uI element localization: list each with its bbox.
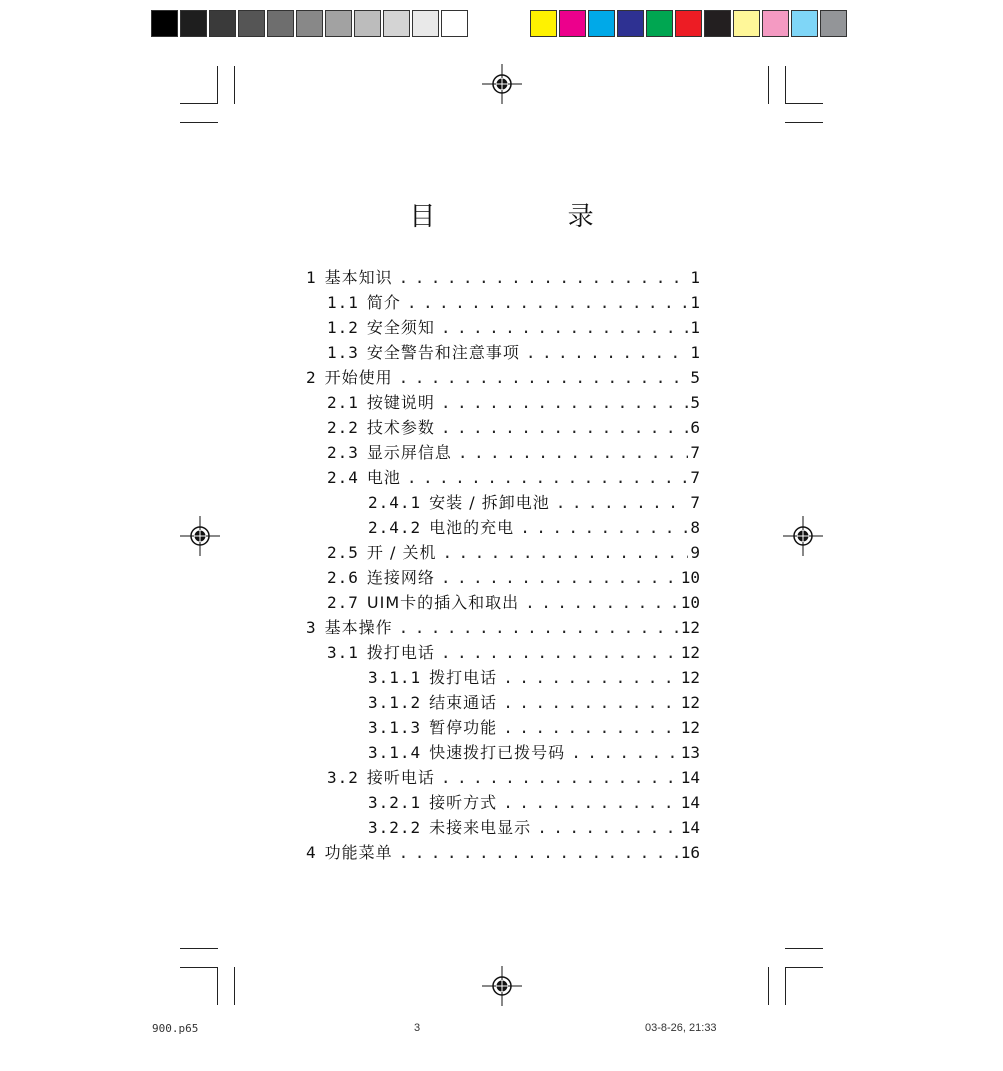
toc-entry[interactable] — [300, 815, 700, 840]
toc-entry-number: 1.1 — [327, 293, 359, 312]
toc-leader-dots — [458, 440, 688, 465]
toc-entry-title: 暂停功能 — [429, 718, 498, 737]
color-swatch — [820, 10, 847, 37]
toc-leader-dots — [503, 790, 679, 815]
toc-entry-number: 3.2.1 — [368, 793, 422, 812]
color-swatch — [791, 10, 818, 37]
color-swatch — [733, 10, 760, 37]
toc-entry-page: 12 — [680, 693, 700, 712]
toc-entry-number: 3.2 — [327, 768, 359, 787]
crop-mark — [180, 948, 218, 949]
gray-swatch — [383, 10, 410, 37]
toc-entry[interactable] — [300, 340, 700, 365]
toc-leader-dots — [526, 340, 688, 365]
toc-entry-number: 3.2.2 — [368, 818, 422, 837]
toc-entry-number: 3.1.4 — [368, 743, 422, 762]
toc-entry-number: 2.4 — [327, 468, 359, 487]
color-swatch — [588, 10, 615, 37]
toc-entry-page: 1 — [690, 268, 700, 287]
registration-mark-icon — [783, 516, 823, 556]
toc-entry-number: 2.6 — [327, 568, 359, 587]
toc-leader-dots — [537, 815, 679, 840]
crop-mark — [234, 967, 235, 1005]
toc-entry-title: 拨打电话 — [429, 668, 498, 687]
toc-entry-number: 2.7 — [327, 593, 359, 612]
toc-leader-dots — [441, 640, 679, 665]
crop-mark — [785, 66, 786, 104]
toc-entry[interactable] — [300, 265, 700, 290]
toc-entry-page: 7 — [690, 468, 700, 487]
gray-swatch — [209, 10, 236, 37]
gray-swatch — [267, 10, 294, 37]
page-title: 目 录 — [409, 202, 656, 232]
toc-entry[interactable] — [300, 390, 700, 415]
toc-entry-page: 12 — [680, 643, 700, 662]
toc-entry[interactable] — [300, 365, 700, 390]
toc-entry-title: 开 / 关机 — [366, 543, 437, 562]
toc-entry-title: 简介 — [366, 293, 401, 312]
gray-swatch — [412, 10, 439, 37]
toc-entry-page: 12 — [680, 618, 700, 637]
toc-entry-title: 接听方式 — [429, 793, 498, 812]
toc-entry-title: 功能菜单 — [324, 843, 393, 862]
toc-entry-title: 未接来电显示 — [429, 818, 532, 837]
toc-leader-dots — [441, 390, 688, 415]
toc-entry-number: 3 — [306, 618, 317, 637]
toc-entry[interactable] — [300, 590, 700, 615]
crop-mark — [785, 967, 786, 1005]
toc-leader-dots — [556, 490, 688, 515]
toc-entry-number: 2.3 — [327, 443, 359, 462]
toc-entry-page: 14 — [680, 793, 700, 812]
gray-swatch — [325, 10, 352, 37]
crop-mark — [785, 103, 823, 104]
toc-entry-number: 3.1 — [327, 643, 359, 662]
toc-entry[interactable] — [300, 515, 700, 540]
toc-entry-number: 2.4.2 — [368, 518, 422, 537]
toc-entry-page: 12 — [680, 718, 700, 737]
toc-entry-title: 电池的充电 — [429, 518, 515, 537]
gray-swatch — [296, 10, 323, 37]
toc-leader-dots — [571, 740, 679, 765]
crop-mark — [180, 122, 218, 123]
crop-mark — [180, 103, 218, 104]
gray-swatch — [441, 10, 468, 37]
toc-entry-page: 7 — [690, 443, 700, 462]
color-calibration-bar — [530, 10, 849, 38]
gray-swatch — [180, 10, 207, 37]
toc-entry[interactable] — [300, 540, 700, 565]
toc-entry-page: 13 — [680, 743, 700, 762]
toc-leader-dots — [399, 365, 688, 390]
color-swatch — [559, 10, 586, 37]
gray-swatch — [238, 10, 265, 37]
footer-page-number: 3 — [414, 1022, 421, 1034]
toc-entry-title: 电池 — [366, 468, 401, 487]
crop-mark — [785, 122, 823, 123]
toc-entry-page: 10 — [680, 593, 700, 612]
color-swatch — [762, 10, 789, 37]
toc-entry-title: 连接网络 — [366, 568, 435, 587]
toc-entry-page: 14 — [680, 818, 700, 837]
crop-mark — [768, 967, 769, 1005]
toc-entry-page: 12 — [680, 668, 700, 687]
toc-entry-page: 8 — [690, 518, 700, 537]
crop-mark — [234, 66, 235, 104]
toc-entry-title: 快速拨打已拨号码 — [429, 743, 566, 762]
crop-mark — [785, 948, 823, 949]
toc-entry[interactable] — [300, 715, 700, 740]
toc-leader-dots — [399, 615, 679, 640]
toc-entry[interactable] — [300, 740, 700, 765]
registration-mark-icon — [482, 64, 522, 104]
toc-entry-title: 开始使用 — [324, 368, 393, 387]
toc-entry-page: 16 — [680, 843, 700, 862]
toc-entry[interactable] — [300, 615, 700, 640]
toc-entry-title: UIM卡的插入和取出 — [366, 593, 520, 612]
toc-entry-number: 4 — [306, 843, 317, 862]
toc-entry-page: 1 — [690, 343, 700, 362]
toc-entry-page: 1 — [690, 293, 700, 312]
toc-entry-number: 2 — [306, 368, 317, 387]
toc-entry-title: 拨打电话 — [366, 643, 435, 662]
toc-entry[interactable] — [300, 465, 700, 490]
color-swatch — [617, 10, 644, 37]
toc-entry-number: 1 — [306, 268, 317, 287]
toc-entry[interactable] — [300, 665, 700, 690]
toc-entry[interactable] — [300, 765, 700, 790]
gray-swatch — [354, 10, 381, 37]
toc-leader-dots — [503, 690, 679, 715]
toc-leader-dots — [441, 565, 679, 590]
toc-entry-page: 5 — [690, 393, 700, 412]
toc-entry-page: 14 — [680, 768, 700, 787]
toc-entry-title: 基本操作 — [324, 618, 393, 637]
footer-timestamp: 03-8-26, 21:33 — [645, 1022, 717, 1034]
crop-mark — [180, 967, 218, 968]
toc-entry[interactable] — [300, 565, 700, 590]
crop-mark — [217, 66, 218, 104]
toc-entry-page: 1 — [690, 318, 700, 337]
crop-mark — [217, 967, 218, 1005]
toc-entry-page: 9 — [690, 543, 700, 562]
gray-swatch — [151, 10, 178, 37]
toc-leader-dots — [441, 415, 688, 440]
toc-entry[interactable] — [300, 840, 700, 865]
toc-entry-title: 接听电话 — [366, 768, 435, 787]
toc-leader-dots — [407, 465, 688, 490]
color-swatch — [675, 10, 702, 37]
toc-entry-title: 显示屏信息 — [366, 443, 452, 462]
crop-mark — [768, 66, 769, 104]
toc-leader-dots — [503, 665, 679, 690]
toc-entry[interactable] — [300, 790, 700, 815]
color-swatch — [530, 10, 557, 37]
toc-entry-title: 技术参数 — [366, 418, 435, 437]
color-swatch — [646, 10, 673, 37]
crop-mark — [785, 967, 823, 968]
toc-entry-number: 2.5 — [327, 543, 359, 562]
footer-filename: 900.p65 — [152, 1022, 199, 1035]
toc-entry-page: 6 — [690, 418, 700, 437]
toc-leader-dots — [441, 315, 688, 340]
toc-entry[interactable] — [300, 690, 700, 715]
toc-entry-number: 3.1.3 — [368, 718, 422, 737]
toc-entry-page: 7 — [690, 493, 700, 512]
grayscale-calibration-bar — [151, 10, 470, 38]
toc-entry[interactable] — [300, 415, 700, 440]
toc-entry-page: 10 — [680, 568, 700, 587]
toc-entry-title: 按键说明 — [366, 393, 435, 412]
toc-entry[interactable] — [300, 315, 700, 340]
toc-leader-dots — [441, 765, 679, 790]
toc-entry[interactable] — [300, 490, 700, 515]
toc-leader-dots — [399, 840, 679, 865]
color-swatch — [704, 10, 731, 37]
toc-leader-dots — [525, 590, 679, 615]
toc-entry-number: 2.2 — [327, 418, 359, 437]
toc-entry[interactable] — [300, 290, 700, 315]
toc-entry-number: 1.3 — [327, 343, 359, 362]
toc-entry[interactable] — [300, 640, 700, 665]
toc-leader-dots — [520, 515, 688, 540]
toc-entry-number: 3.1.2 — [368, 693, 422, 712]
toc-entry-number: 2.1 — [327, 393, 359, 412]
toc-entry-title: 安装 / 拆卸电池 — [429, 493, 550, 512]
toc-entry-title: 安全须知 — [366, 318, 435, 337]
table-of-contents — [300, 265, 700, 865]
toc-entry-title: 结束通话 — [429, 693, 498, 712]
toc-entry[interactable] — [300, 440, 700, 465]
toc-entry-page: 5 — [690, 368, 700, 387]
toc-leader-dots — [399, 265, 688, 290]
toc-entry-number: 2.4.1 — [368, 493, 422, 512]
toc-entry-title: 安全警告和注意事项 — [366, 343, 520, 362]
toc-entry-number: 3.1.1 — [368, 668, 422, 687]
toc-leader-dots — [503, 715, 679, 740]
registration-mark-icon — [180, 516, 220, 556]
toc-leader-dots — [407, 290, 688, 315]
toc-entry-number: 1.2 — [327, 318, 359, 337]
registration-mark-icon — [482, 966, 522, 1006]
toc-leader-dots — [442, 540, 688, 565]
toc-entry-title: 基本知识 — [324, 268, 393, 287]
